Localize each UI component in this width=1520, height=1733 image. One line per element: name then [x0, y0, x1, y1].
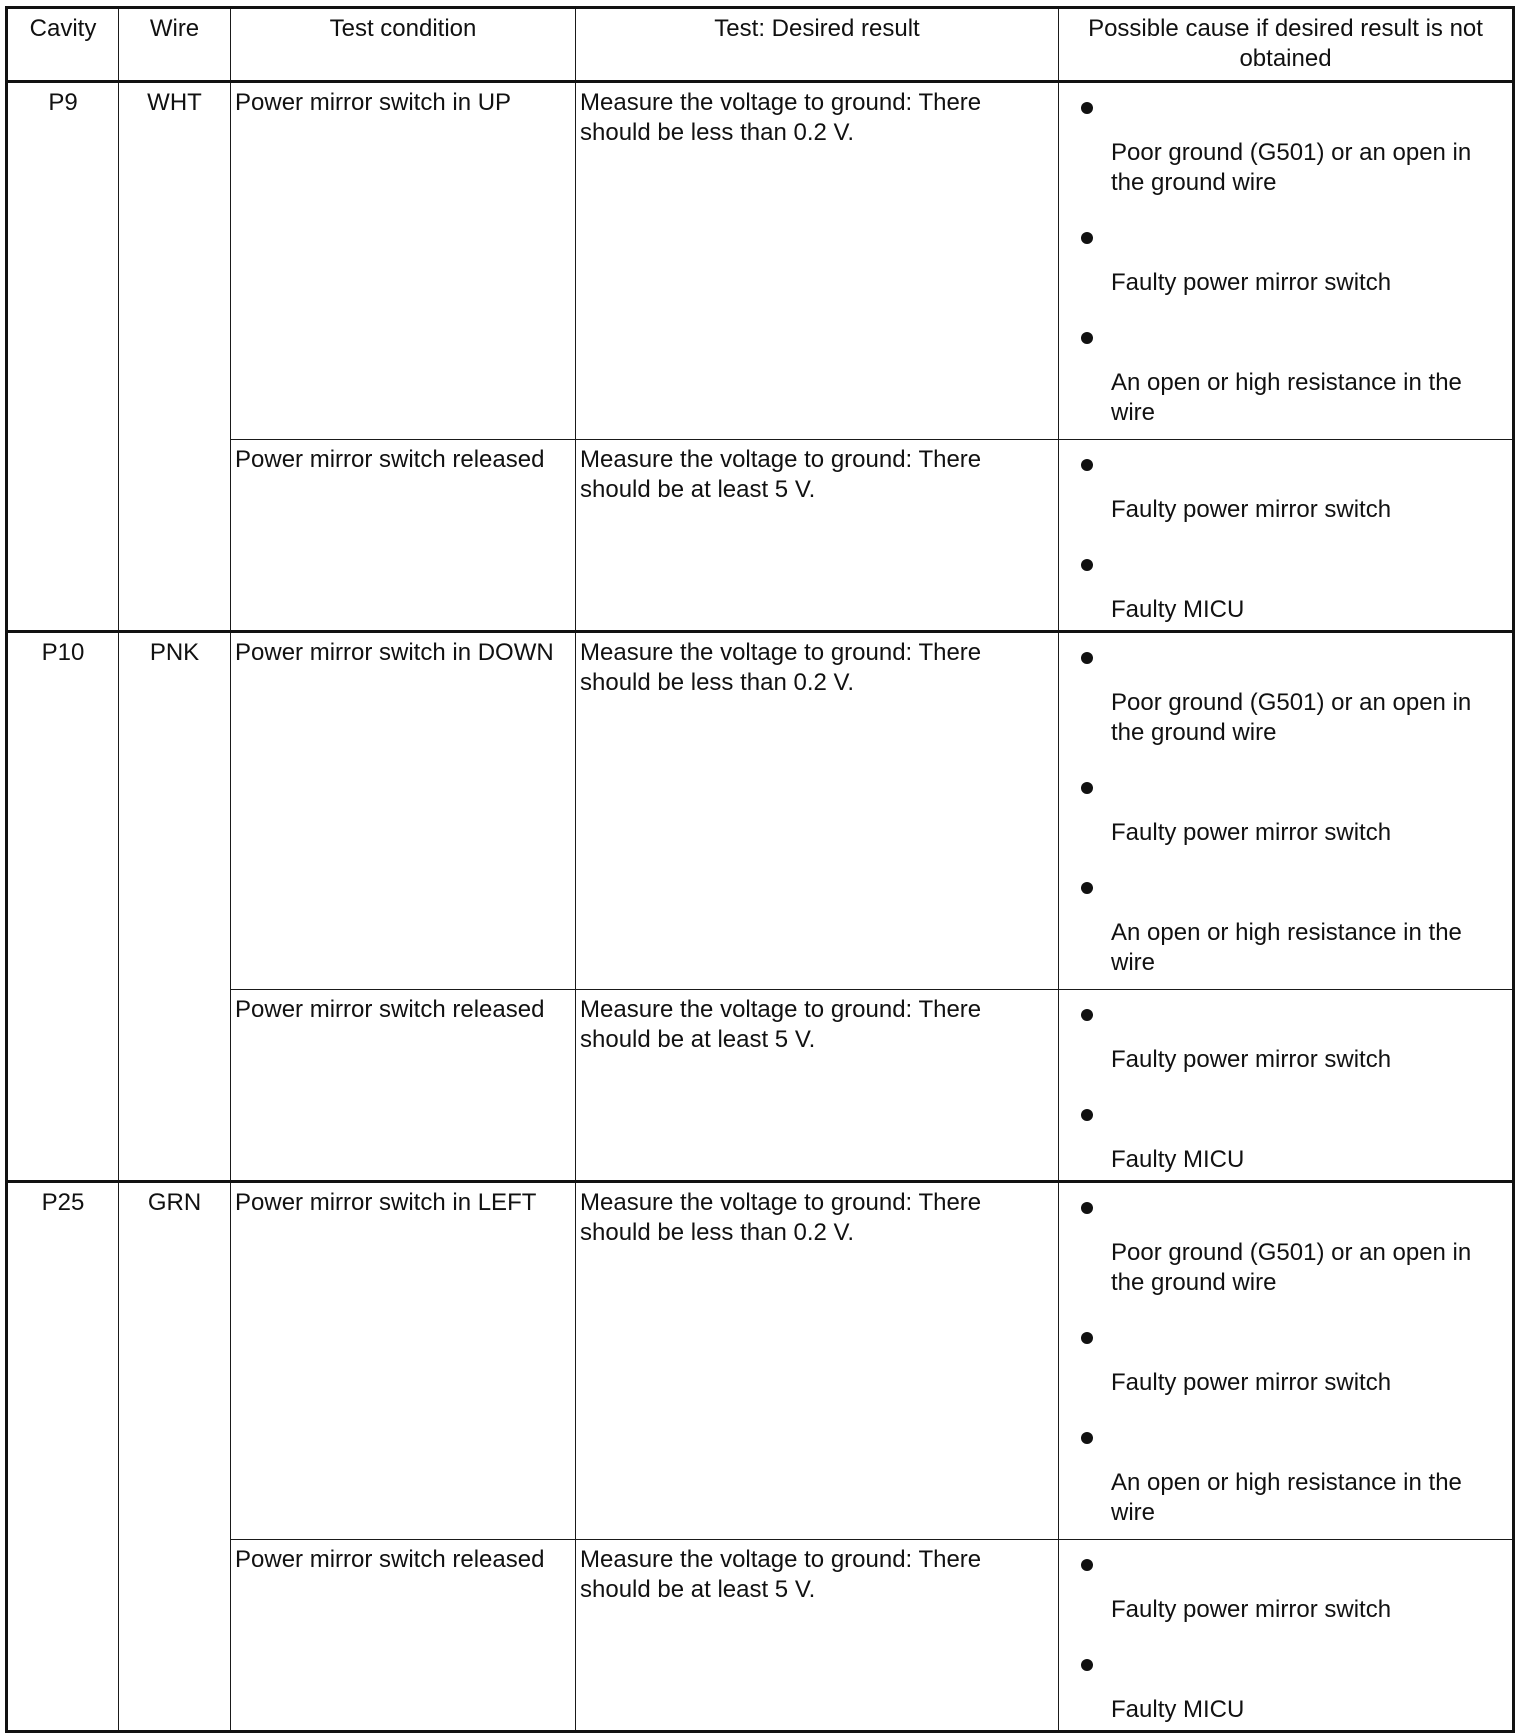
table-header — [7, 8, 1514, 82]
bullet-icon — [1081, 1659, 1093, 1671]
test-condition-cell: Power mirror switch released — [231, 990, 576, 1182]
desired-result-cell: Measure the voltage to ground: There should be less than 0.2 V. — [576, 632, 1059, 990]
possible-cause-cell — [1059, 990, 1514, 1182]
table-row — [7, 82, 1514, 440]
cause-item — [1059, 638, 1512, 768]
bullet-icon — [1081, 232, 1093, 244]
possible-cause-cell — [1059, 82, 1514, 440]
wire-cell: GRN — [119, 1182, 231, 1732]
cause-item — [1059, 445, 1512, 545]
bullet-icon — [1081, 782, 1093, 794]
bullet-icon — [1081, 652, 1093, 664]
cause-text: Faulty MICU — [1111, 596, 1245, 623]
bullet-icon — [1081, 1332, 1093, 1344]
possible-cause-cell — [1059, 1182, 1514, 1540]
desired-result-cell: Measure the voltage to ground: There should be less than 0.2 V. — [576, 82, 1059, 440]
desired-result-cell: Measure the voltage to ground: There should be at least 5 V. — [576, 990, 1059, 1182]
cause-text: Faulty MICU — [1111, 1696, 1245, 1723]
cause-text: Faulty power mirror switch — [1111, 1369, 1392, 1396]
cavity-cell: P9 — [7, 82, 119, 632]
wire-cell: WHT — [119, 82, 231, 632]
possible-cause-cell — [1059, 632, 1514, 990]
cause-text: Faulty power mirror switch — [1111, 1046, 1392, 1073]
header-row — [7, 8, 1514, 82]
test-condition-cell: Power mirror switch in UP — [231, 82, 576, 440]
wire-cell: PNK — [119, 632, 231, 1182]
bullet-icon — [1081, 882, 1093, 894]
table-row — [7, 990, 1514, 1182]
bullet-icon — [1081, 1432, 1093, 1444]
cause-item — [1059, 1318, 1512, 1418]
cause-text: Faulty power mirror switch — [1111, 496, 1392, 523]
cause-item — [1059, 1188, 1512, 1318]
cause-text: An open or high resistance in the wire — [1111, 1469, 1462, 1526]
test-condition-cell: Power mirror switch released — [231, 1540, 576, 1732]
cause-item — [1059, 1545, 1512, 1645]
bullet-icon — [1081, 559, 1093, 571]
bullet-icon — [1081, 1559, 1093, 1571]
cause-item — [1059, 868, 1512, 978]
desired-result-cell: Measure the voltage to ground: There should be less than 0.2 V. — [576, 1182, 1059, 1540]
table-row — [7, 1182, 1514, 1540]
header-cavity: Cavity — [7, 8, 119, 82]
cavity-cell: P10 — [7, 632, 119, 1182]
cause-item — [1059, 768, 1512, 868]
cause-text: An open or high resistance in the wire — [1111, 919, 1462, 976]
bullet-icon — [1081, 1202, 1093, 1214]
bullet-icon — [1081, 459, 1093, 471]
cause-text: Faulty power mirror switch — [1111, 269, 1392, 296]
header-test-condition: Test condition — [231, 8, 576, 82]
cause-item — [1059, 1645, 1512, 1725]
desired-result-cell: Measure the voltage to ground: There should be at least 5 V. — [576, 1540, 1059, 1732]
bullet-icon — [1081, 102, 1093, 114]
header-wire: Wire — [119, 8, 231, 82]
bullet-icon — [1081, 1109, 1093, 1121]
table-row — [7, 440, 1514, 632]
possible-cause-cell — [1059, 440, 1514, 632]
bullet-icon — [1081, 332, 1093, 344]
test-condition-cell: Power mirror switch in DOWN — [231, 632, 576, 990]
cause-text: Faulty power mirror switch — [1111, 1596, 1392, 1623]
bullet-icon — [1081, 1009, 1093, 1021]
cause-item — [1059, 318, 1512, 428]
cause-text: An open or high resistance in the wire — [1111, 369, 1462, 426]
test-condition-cell: Power mirror switch released — [231, 440, 576, 632]
cause-item — [1059, 1095, 1512, 1175]
test-condition-cell: Power mirror switch in LEFT — [231, 1182, 576, 1540]
cause-item — [1059, 995, 1512, 1095]
cause-item — [1059, 218, 1512, 318]
cause-text: Poor ground (G501) or an open in the ground wire — [1111, 689, 1472, 746]
cause-text: Poor ground (G501) or an open in the ground wire — [1111, 1239, 1472, 1296]
cause-text: Faulty MICU — [1111, 1146, 1245, 1173]
desired-result-cell: Measure the voltage to ground: There should be at least 5 V. — [576, 440, 1059, 632]
cause-item — [1059, 88, 1512, 218]
possible-cause-cell — [1059, 1540, 1514, 1732]
cavity-cell: P25 — [7, 1182, 119, 1732]
header-possible-cause: Possible cause if desired result is not obtained — [1059, 8, 1514, 82]
header-desired-result: Test: Desired result — [576, 8, 1059, 82]
cause-text: Faulty power mirror switch — [1111, 819, 1392, 846]
cause-text: Poor ground (G501) or an open in the ground wire — [1111, 139, 1472, 196]
table-row — [7, 632, 1514, 990]
cause-item — [1059, 1418, 1512, 1528]
table-body — [7, 82, 1514, 1732]
table-row — [7, 1540, 1514, 1732]
diagnostic-table — [5, 6, 1515, 1733]
cause-item — [1059, 545, 1512, 625]
